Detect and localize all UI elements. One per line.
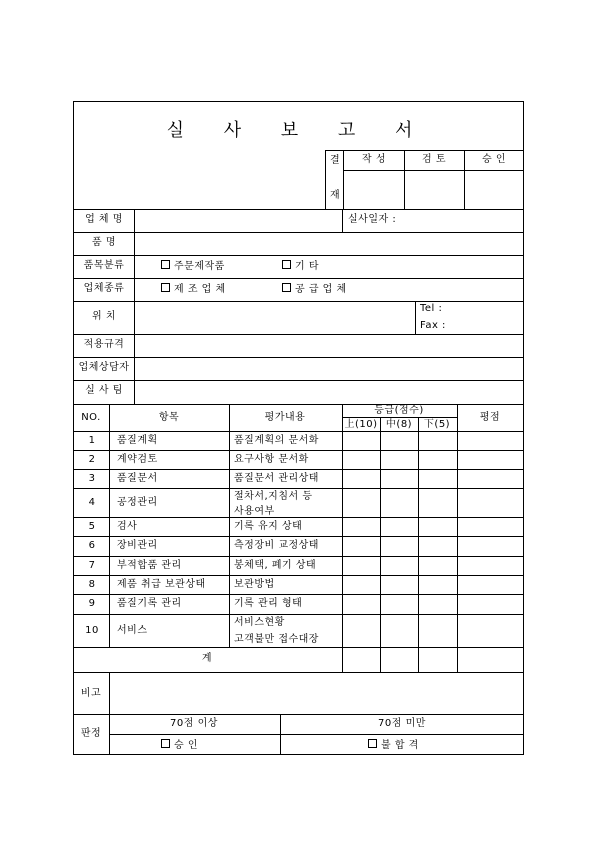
checkbox-icon xyxy=(368,739,377,748)
row-item: 검사 xyxy=(117,520,138,532)
label-team: 실 사 팀 xyxy=(85,385,123,396)
approval-col-line-1 xyxy=(404,150,405,209)
row-eval: 서비스현황 xyxy=(234,617,285,628)
header-eval: 평가내용 xyxy=(264,412,306,423)
row-item: 서비스 xyxy=(117,624,148,636)
approval-label-bottom: 재 xyxy=(330,190,341,201)
table-row-line xyxy=(73,450,524,451)
row-eval-line2: 고객불만 접수대장 xyxy=(234,633,319,645)
row-no: 6 xyxy=(88,540,96,551)
row-item: 제품 취급 보관상태 xyxy=(117,578,206,590)
remarks-label: 비고 xyxy=(80,688,102,699)
row-eval: 보관방법 xyxy=(234,578,275,590)
label-company-name: 업 체 명 xyxy=(85,214,123,225)
checkbox-label: 불 합 격 xyxy=(381,740,419,751)
checkbox-label: 기 타 xyxy=(295,261,319,272)
judgement-above: 70점 이상 xyxy=(170,718,218,729)
row-line xyxy=(73,357,524,358)
label-company-type: 업체종류 xyxy=(83,283,125,294)
judgement-below: 70점 미만 xyxy=(378,718,426,729)
total-top-line xyxy=(73,647,524,648)
checkbox-label: 승 인 xyxy=(174,740,198,751)
approval-divider xyxy=(343,150,344,209)
row-line xyxy=(73,301,524,302)
row-line xyxy=(73,232,524,233)
row-item: 계약검토 xyxy=(117,453,158,465)
judgement-mid-line xyxy=(109,734,524,735)
row-eval: 기록 유지 상태 xyxy=(234,520,303,532)
label-col-line xyxy=(134,209,135,404)
col-line-g1 xyxy=(380,417,381,672)
table-row-line xyxy=(73,488,524,489)
approval-border-top xyxy=(325,150,524,151)
approval-header-line xyxy=(343,170,524,171)
page-title: 실 사 보 고 서 xyxy=(166,120,430,141)
row-no: 3 xyxy=(88,472,96,484)
checkbox-pass[interactable] xyxy=(161,739,198,752)
header-grade: 등급(점수) xyxy=(374,405,424,416)
row-item: 품질기록 관리 xyxy=(117,598,182,609)
checkbox-icon xyxy=(282,260,291,269)
grade-subheader-line xyxy=(342,417,457,418)
label-item: 품 명 xyxy=(92,237,116,248)
tel-divider xyxy=(415,301,416,334)
row-item: 공정관리 xyxy=(117,496,158,508)
checkbox-fail[interactable] xyxy=(368,739,419,752)
checkbox-icon xyxy=(161,283,170,292)
label-item-class: 품목분류 xyxy=(83,260,125,271)
label-tel: Tel : xyxy=(420,303,443,314)
checkbox-icon xyxy=(282,283,291,292)
label-fax: Fax : xyxy=(420,320,446,331)
row-no: 1 xyxy=(88,434,96,446)
col-line-item xyxy=(229,404,230,647)
total-bottom-line xyxy=(73,672,524,673)
label-spec: 적용규격 xyxy=(83,339,125,350)
row-no: 2 xyxy=(88,453,96,465)
checkbox-manufacturer[interactable] xyxy=(161,283,226,296)
table-row-line xyxy=(73,594,524,595)
header-no: NO. xyxy=(81,412,101,423)
row-no: 7 xyxy=(88,559,96,571)
header-score: 평점 xyxy=(479,412,501,423)
row-line xyxy=(73,209,524,210)
row-item: 장비관리 xyxy=(117,540,158,551)
checkbox-label: 제 조 업 체 xyxy=(174,284,226,295)
approval-col-line-2 xyxy=(464,150,465,209)
row-no: 4 xyxy=(88,496,96,508)
row-eval-line2: 사용여부 xyxy=(234,505,275,517)
row-eval: 측정장비 교정상태 xyxy=(234,540,319,551)
row-eval: 요구사항 문서화 xyxy=(234,453,309,465)
col-line-eval xyxy=(342,404,343,672)
header-item: 항목 xyxy=(158,412,180,423)
checkbox-supplier[interactable] xyxy=(282,283,347,296)
row-item: 품질계획 xyxy=(117,434,158,446)
table-row-line xyxy=(73,536,524,537)
table-row-line xyxy=(73,556,524,557)
approval-col-write: 작 성 xyxy=(362,154,386,165)
checkbox-item-custom[interactable] xyxy=(161,260,225,273)
row-line xyxy=(73,255,524,256)
approval-col-review: 검 토 xyxy=(422,154,446,165)
table-row-line xyxy=(73,469,524,470)
row-item: 부적합품 관리 xyxy=(117,559,182,571)
row-eval: 절차서,지침서 등 xyxy=(234,491,313,502)
col-line-g2 xyxy=(418,417,419,672)
checkbox-item-other[interactable] xyxy=(282,260,319,273)
row-line xyxy=(73,334,524,335)
checkbox-label: 주문제작품 xyxy=(174,261,225,272)
row-item: 품질문서 xyxy=(117,472,158,484)
row-no: 8 xyxy=(88,578,96,590)
total-label: 계 xyxy=(201,653,213,664)
row-eval: 봉체택, 폐기 상태 xyxy=(234,559,317,571)
table-row-line xyxy=(73,575,524,576)
remarks-bottom-line xyxy=(73,714,524,715)
row-line xyxy=(73,278,524,279)
header-grade-low: 下(5) xyxy=(423,419,451,430)
table-row-line xyxy=(73,517,524,518)
header-grade-high: 上(10) xyxy=(344,419,378,430)
date-divider xyxy=(342,209,343,232)
row-no: 10 xyxy=(85,624,99,636)
checkbox-icon xyxy=(161,739,170,748)
checkbox-label: 공 급 업 체 xyxy=(295,284,347,295)
col-line-score xyxy=(457,404,458,672)
row-no: 5 xyxy=(88,520,96,532)
row-line xyxy=(73,380,524,381)
col-line-no xyxy=(109,404,110,647)
judgement-col-line xyxy=(280,714,281,755)
judgement-label: 판정 xyxy=(80,728,102,739)
row-eval: 품질문서 관리상태 xyxy=(234,472,319,484)
row-no: 9 xyxy=(88,598,96,609)
label-contact: 업체상담자 xyxy=(78,362,130,373)
header-grade-mid: 中(8) xyxy=(385,419,413,430)
row-eval: 품질계획의 문서화 xyxy=(234,434,319,446)
approval-label-top: 결 xyxy=(330,155,341,166)
label-inspection-date: 실사일자 : xyxy=(348,214,397,225)
row-eval: 기록 관리 형태 xyxy=(234,598,303,609)
label-location: 위 치 xyxy=(92,311,116,322)
table-row-line xyxy=(73,614,524,615)
approval-border-left xyxy=(325,150,326,209)
checkbox-icon xyxy=(161,260,170,269)
approval-col-approve: 승 인 xyxy=(482,154,506,165)
